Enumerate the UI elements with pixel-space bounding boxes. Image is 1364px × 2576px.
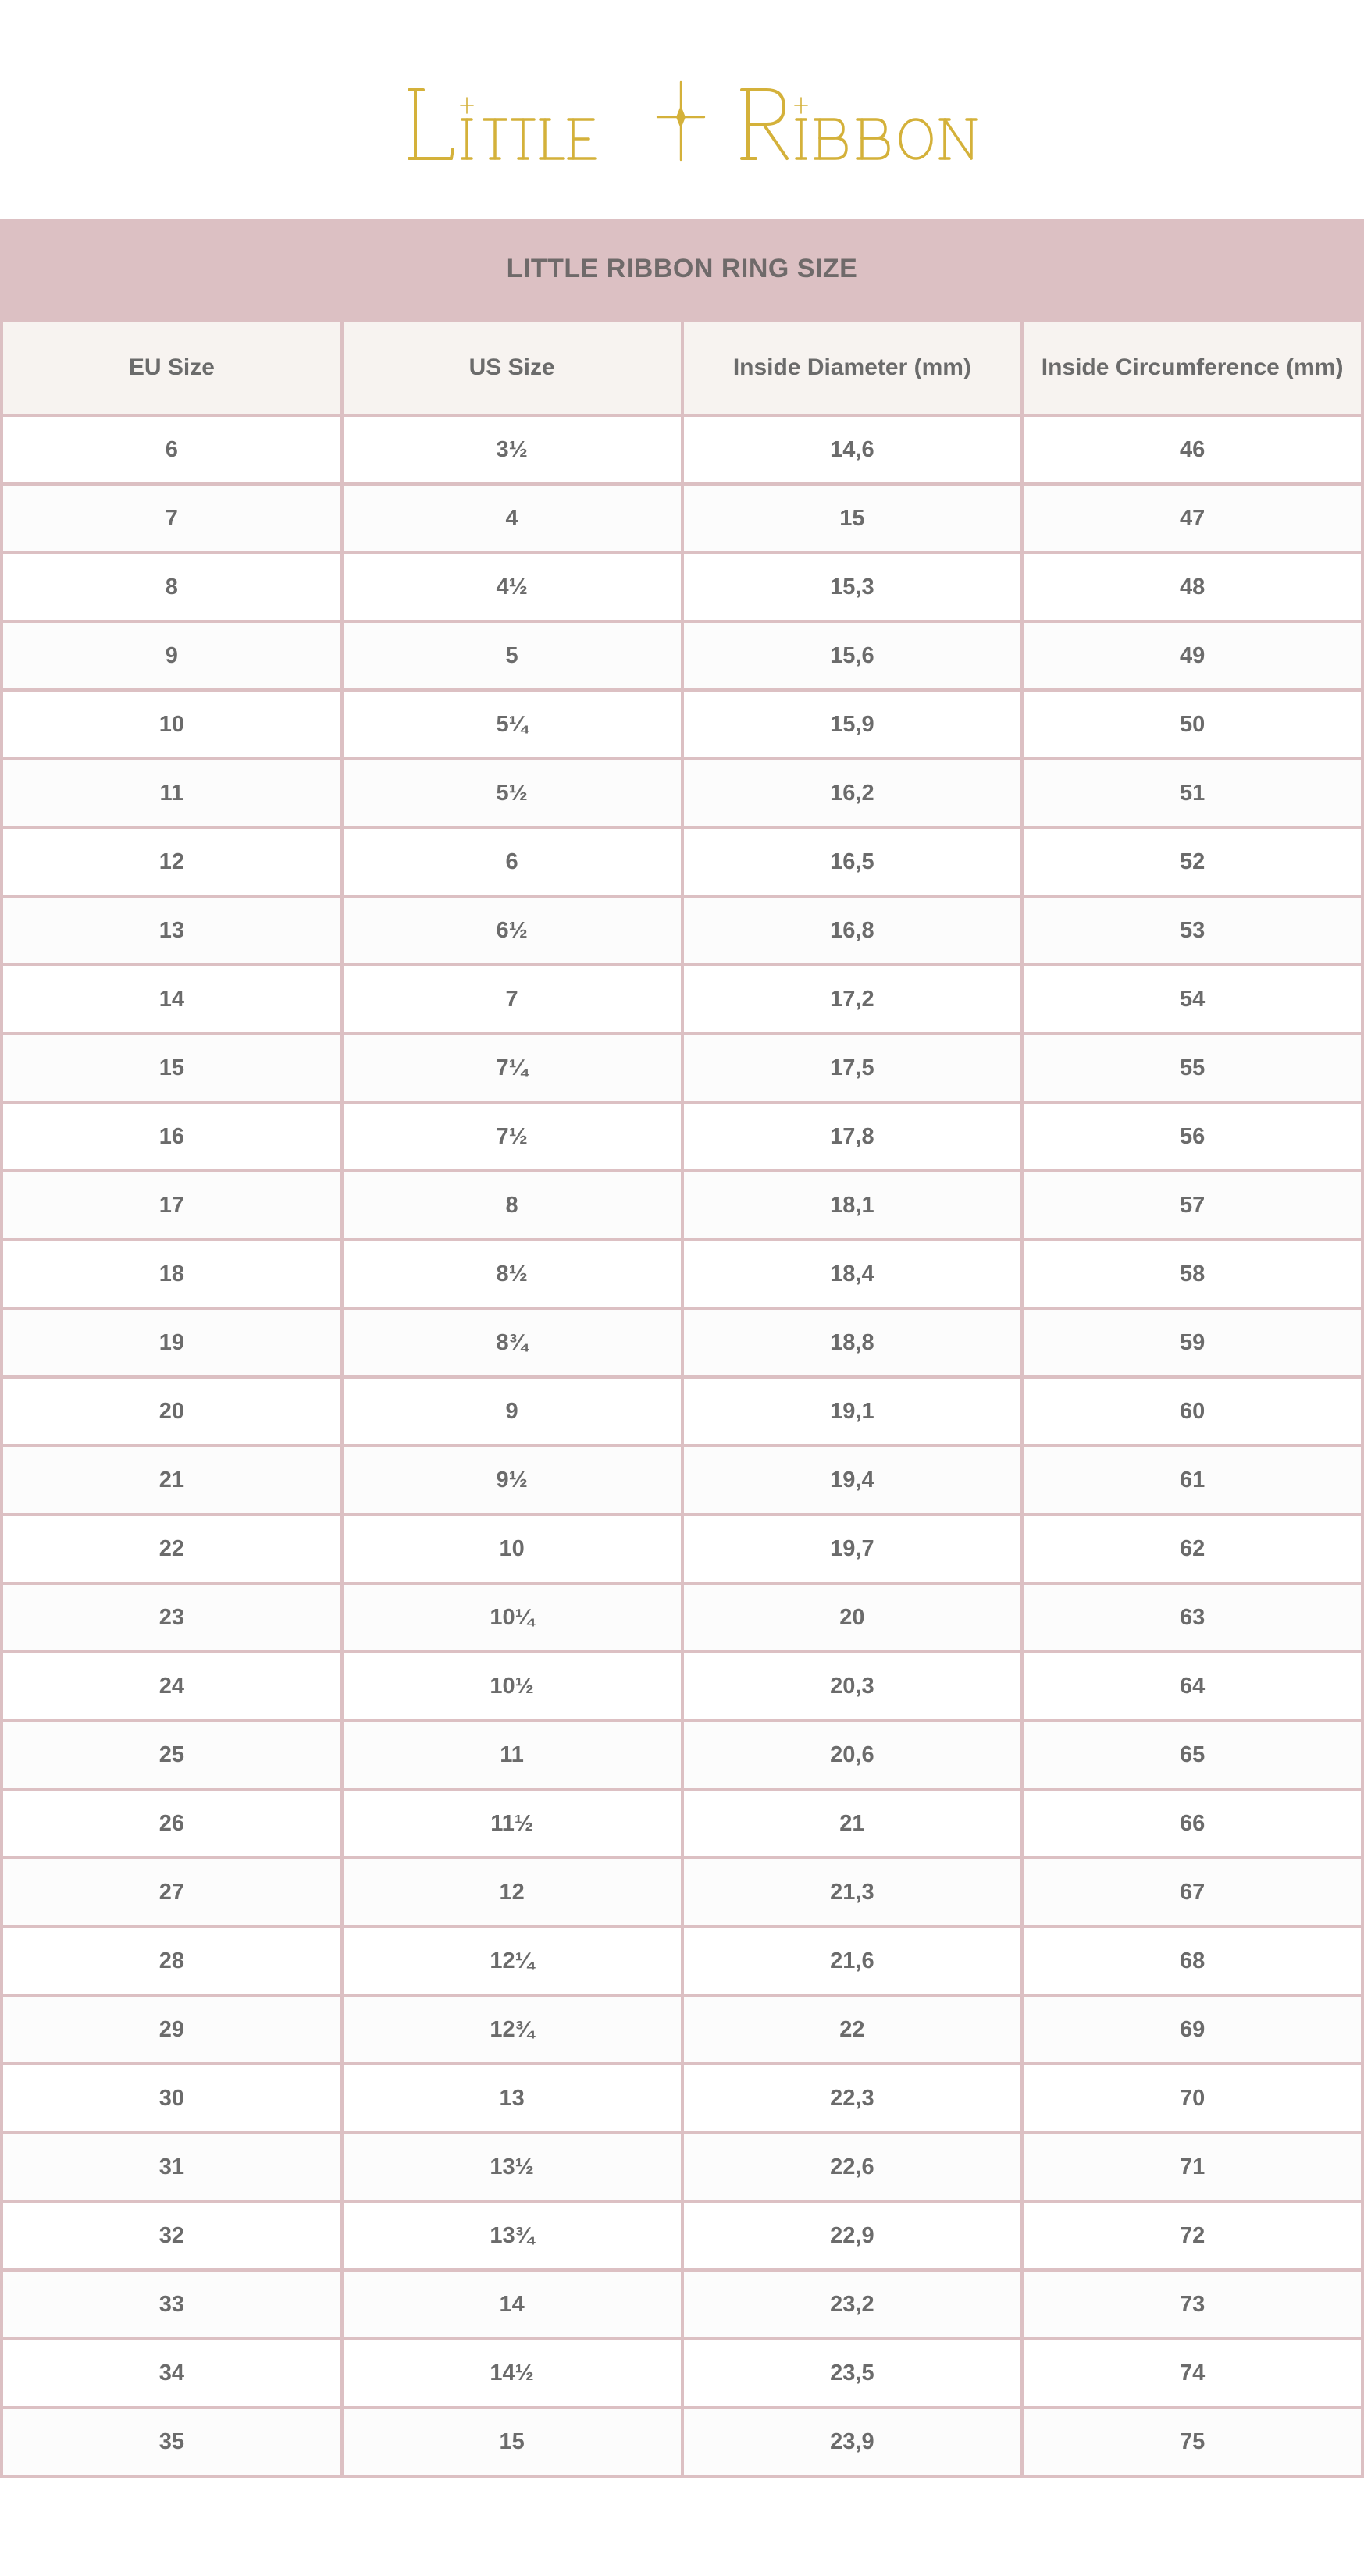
inside-diameter-cell: 16,5 xyxy=(682,827,1023,896)
inside-diameter-cell: 22 xyxy=(682,1995,1023,2064)
us-size-cell: 3½ xyxy=(342,415,682,484)
inside-diameter-cell: 20 xyxy=(682,1583,1023,1652)
eu-size-cell: 33 xyxy=(2,2270,342,2339)
inside-circumference-cell: 64 xyxy=(1022,1652,1362,1720)
inside-diameter-cell: 22,9 xyxy=(682,2201,1023,2270)
inside-circumference-cell: 55 xyxy=(1022,1034,1362,1102)
eu-size-cell: 34 xyxy=(2,2339,342,2407)
inside-circumference-cell: 54 xyxy=(1022,965,1362,1034)
table-row xyxy=(2,1034,1362,1102)
table-row xyxy=(2,1789,1362,1858)
eu-size-cell: 21 xyxy=(2,1446,342,1514)
inside-circumference-cell: 49 xyxy=(1022,621,1362,690)
eu-size-cell: 18 xyxy=(2,1240,342,1308)
column-header-us-size: US Size xyxy=(342,320,682,415)
table-row xyxy=(2,1102,1362,1171)
inside-diameter-cell: 15,6 xyxy=(682,621,1023,690)
eu-size-cell: 10 xyxy=(2,690,342,759)
column-header-inside-circumference: Inside Circumference (mm) xyxy=(1022,320,1362,415)
inside-diameter-cell: 17,2 xyxy=(682,965,1023,1034)
eu-size-cell: 7 xyxy=(2,484,342,553)
us-size-cell: 12¾ xyxy=(342,1995,682,2064)
inside-circumference-cell: 50 xyxy=(1022,690,1362,759)
us-size-cell: 13½ xyxy=(342,2133,682,2201)
inside-circumference-cell: 75 xyxy=(1022,2407,1362,2476)
eu-size-cell: 13 xyxy=(2,896,342,965)
us-size-cell: 10½ xyxy=(342,1652,682,1720)
table-body xyxy=(2,415,1362,2476)
inside-diameter-cell: 20,3 xyxy=(682,1652,1023,1720)
inside-circumference-cell: 67 xyxy=(1022,1858,1362,1927)
inside-diameter-cell: 19,4 xyxy=(682,1446,1023,1514)
table-row xyxy=(2,1720,1362,1789)
inside-diameter-cell: 17,8 xyxy=(682,1102,1023,1171)
inside-diameter-cell: 18,8 xyxy=(682,1308,1023,1377)
table-row xyxy=(2,2064,1362,2133)
table-row xyxy=(2,1377,1362,1446)
eu-size-cell: 17 xyxy=(2,1171,342,1240)
inside-diameter-cell: 14,6 xyxy=(682,415,1023,484)
us-size-cell: 8 xyxy=(342,1171,682,1240)
eu-size-cell: 8 xyxy=(2,553,342,621)
us-size-cell: 8½ xyxy=(342,1240,682,1308)
eu-size-cell: 26 xyxy=(2,1789,342,1858)
inside-circumference-cell: 51 xyxy=(1022,759,1362,827)
inside-circumference-cell: 47 xyxy=(1022,484,1362,553)
eu-size-cell: 24 xyxy=(2,1652,342,1720)
eu-size-cell: 25 xyxy=(2,1720,342,1789)
ring-size-table-section xyxy=(0,219,1364,2478)
eu-size-cell: 19 xyxy=(2,1308,342,1377)
us-size-cell: 12 xyxy=(342,1858,682,1927)
table-row xyxy=(2,1652,1362,1720)
us-size-cell: 4½ xyxy=(342,553,682,621)
table-row xyxy=(2,2270,1362,2339)
brand-logo xyxy=(406,74,984,172)
table-row xyxy=(2,1308,1362,1377)
inside-diameter-cell: 23,2 xyxy=(682,2270,1023,2339)
table-row xyxy=(2,2133,1362,2201)
inside-diameter-cell: 19,7 xyxy=(682,1514,1023,1583)
table-row xyxy=(2,1446,1362,1514)
inside-diameter-cell: 23,9 xyxy=(682,2407,1023,2476)
inside-circumference-cell: 56 xyxy=(1022,1102,1362,1171)
inside-diameter-cell: 15 xyxy=(682,484,1023,553)
us-size-cell: 5¼ xyxy=(342,690,682,759)
eu-size-cell: 28 xyxy=(2,1927,342,1995)
inside-circumference-cell: 53 xyxy=(1022,896,1362,965)
inside-circumference-cell: 62 xyxy=(1022,1514,1362,1583)
inside-diameter-cell: 23,5 xyxy=(682,2339,1023,2407)
inside-circumference-cell: 74 xyxy=(1022,2339,1362,2407)
eu-size-cell: 20 xyxy=(2,1377,342,1446)
us-size-cell: 12¼ xyxy=(342,1927,682,1995)
table-row xyxy=(2,2201,1362,2270)
eu-size-cell: 31 xyxy=(2,2133,342,2201)
us-size-cell: 9 xyxy=(342,1377,682,1446)
us-size-cell: 10 xyxy=(342,1514,682,1583)
table-row xyxy=(2,2407,1362,2476)
inside-diameter-cell: 20,6 xyxy=(682,1720,1023,1789)
us-size-cell: 13¾ xyxy=(342,2201,682,2270)
us-size-cell: 4 xyxy=(342,484,682,553)
inside-diameter-cell: 18,1 xyxy=(682,1171,1023,1240)
us-size-cell: 6 xyxy=(342,827,682,896)
us-size-cell: 7¼ xyxy=(342,1034,682,1102)
eu-size-cell: 14 xyxy=(2,965,342,1034)
eu-size-cell: 32 xyxy=(2,2201,342,2270)
inside-circumference-cell: 72 xyxy=(1022,2201,1362,2270)
inside-circumference-cell: 59 xyxy=(1022,1308,1362,1377)
table-row xyxy=(2,690,1362,759)
inside-circumference-cell: 57 xyxy=(1022,1171,1362,1240)
inside-circumference-cell: 71 xyxy=(1022,2133,1362,2201)
inside-circumference-cell: 70 xyxy=(1022,2064,1362,2133)
eu-size-cell: 22 xyxy=(2,1514,342,1583)
inside-diameter-cell: 15,3 xyxy=(682,553,1023,621)
table-row xyxy=(2,2339,1362,2407)
inside-circumference-cell: 52 xyxy=(1022,827,1362,896)
table-row xyxy=(2,1171,1362,1240)
table-row xyxy=(2,1927,1362,1995)
us-size-cell: 13 xyxy=(342,2064,682,2133)
us-size-cell: 8¾ xyxy=(342,1308,682,1377)
inside-circumference-cell: 48 xyxy=(1022,553,1362,621)
us-size-cell: 14 xyxy=(342,2270,682,2339)
us-size-cell: 11½ xyxy=(342,1789,682,1858)
ring-size-table xyxy=(0,318,1364,2478)
table-title: LITTLE RIBBON RING SIZE xyxy=(0,219,1364,318)
us-size-cell: 10¼ xyxy=(342,1583,682,1652)
inside-diameter-cell: 22,6 xyxy=(682,2133,1023,2201)
eu-size-cell: 16 xyxy=(2,1102,342,1171)
inside-circumference-cell: 58 xyxy=(1022,1240,1362,1308)
inside-diameter-cell: 21 xyxy=(682,1789,1023,1858)
table-row xyxy=(2,1583,1362,1652)
us-size-cell: 9½ xyxy=(342,1446,682,1514)
eu-size-cell: 35 xyxy=(2,2407,342,2476)
us-size-cell: 6½ xyxy=(342,896,682,965)
inside-circumference-cell: 63 xyxy=(1022,1583,1362,1652)
inside-diameter-cell: 17,5 xyxy=(682,1034,1023,1102)
inside-circumference-cell: 46 xyxy=(1022,415,1362,484)
eu-size-cell: 12 xyxy=(2,827,342,896)
table-row xyxy=(2,896,1362,965)
us-size-cell: 11 xyxy=(342,1720,682,1789)
inside-circumference-cell: 61 xyxy=(1022,1446,1362,1514)
table-row xyxy=(2,827,1362,896)
table-row xyxy=(2,484,1362,553)
us-size-cell: 5½ xyxy=(342,759,682,827)
eu-size-cell: 29 xyxy=(2,1995,342,2064)
table-row xyxy=(2,1995,1362,2064)
inside-diameter-cell: 18,4 xyxy=(682,1240,1023,1308)
table-row xyxy=(2,759,1362,827)
inside-circumference-cell: 66 xyxy=(1022,1789,1362,1858)
table-row xyxy=(2,553,1362,621)
inside-diameter-cell: 21,6 xyxy=(682,1927,1023,1995)
inside-circumference-cell: 60 xyxy=(1022,1377,1362,1446)
eu-size-cell: 9 xyxy=(2,621,342,690)
eu-size-cell: 15 xyxy=(2,1034,342,1102)
us-size-cell: 14½ xyxy=(342,2339,682,2407)
inside-circumference-cell: 69 xyxy=(1022,1995,1362,2064)
inside-diameter-cell: 16,2 xyxy=(682,759,1023,827)
table-row xyxy=(2,1240,1362,1308)
eu-size-cell: 30 xyxy=(2,2064,342,2133)
inside-circumference-cell: 68 xyxy=(1022,1927,1362,1995)
inside-diameter-cell: 22,3 xyxy=(682,2064,1023,2133)
table-row xyxy=(2,621,1362,690)
table-row xyxy=(2,1514,1362,1583)
us-size-cell: 5 xyxy=(342,621,682,690)
column-header-eu-size: EU Size xyxy=(2,320,342,415)
inside-diameter-cell: 19,1 xyxy=(682,1377,1023,1446)
inside-diameter-cell: 21,3 xyxy=(682,1858,1023,1927)
table-row xyxy=(2,415,1362,484)
logo-area xyxy=(0,0,1364,219)
eu-size-cell: 11 xyxy=(2,759,342,827)
inside-circumference-cell: 65 xyxy=(1022,1720,1362,1789)
inside-circumference-cell: 73 xyxy=(1022,2270,1362,2339)
eu-size-cell: 23 xyxy=(2,1583,342,1652)
table-header-row xyxy=(2,320,1362,415)
table-row xyxy=(2,1858,1362,1927)
eu-size-cell: 6 xyxy=(2,415,342,484)
table-row xyxy=(2,965,1362,1034)
us-size-cell: 7½ xyxy=(342,1102,682,1171)
us-size-cell: 7 xyxy=(342,965,682,1034)
inside-diameter-cell: 16,8 xyxy=(682,896,1023,965)
column-header-inside-diameter: Inside Diameter (mm) xyxy=(682,320,1023,415)
inside-diameter-cell: 15,9 xyxy=(682,690,1023,759)
us-size-cell: 15 xyxy=(342,2407,682,2476)
eu-size-cell: 27 xyxy=(2,1858,342,1927)
